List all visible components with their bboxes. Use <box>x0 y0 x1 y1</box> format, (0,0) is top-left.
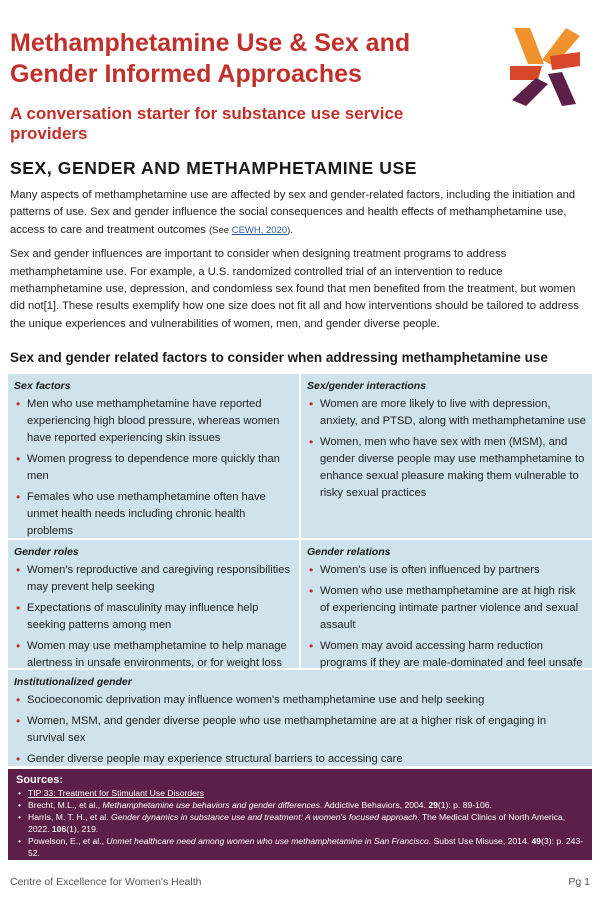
source-text: Brecht, M.L., et al., <box>28 800 103 810</box>
institutionalized-gender-list <box>14 692 586 768</box>
page-title <box>10 28 480 90</box>
source-text: (1), 219. <box>66 824 99 834</box>
source-text: Powelson, E., et al., <box>28 836 107 846</box>
source-item <box>16 787 584 799</box>
source-title-italic: Gender dynamics in substance use and treatment: A women's focused approach <box>110 812 418 822</box>
source-item <box>16 835 584 859</box>
list-item: • Women, MSM, and gender diverse people who use methamphetamine are at a higher risk of engaging in survival sex <box>14 713 586 747</box>
interactions-title: Sex/gender interactions <box>307 380 427 392</box>
source-title-italic: Methamphetamine use behaviors and gender differences <box>102 800 320 810</box>
tip33-link[interactable]: TIP 33: Treatment for Stimulant Use Disorders <box>28 788 205 798</box>
title-line-1: Methamphetamine Use & Sex and <box>10 29 411 57</box>
list-item: • Women, men who have sex with men (MSM), and gender diverse people may use methamphetamine to enhance sexual pleasure making them vulnerable to risky sexual practices <box>307 434 586 502</box>
intro-paragraph-1 <box>10 187 592 239</box>
list-item: • Expectations of masculinity may influence help seeking patterns among men <box>14 600 293 634</box>
factors-heading: Sex and gender related factors to consider when addressing methamphetamine use <box>10 350 548 365</box>
citation-prefix: (See <box>209 224 232 236</box>
source-volume: 29 <box>428 800 438 810</box>
logo-shape-top-left <box>514 28 544 64</box>
source-item <box>16 811 584 835</box>
list-item: • Women who use methamphetamine are at high risk of experiencing intimate partner violence and sexual assault <box>307 583 586 634</box>
factors-row-1 <box>8 374 592 540</box>
sex-factors-cell <box>8 374 299 538</box>
source-item <box>16 799 584 811</box>
sources-box <box>8 769 592 860</box>
cewh-logo-icon <box>510 26 582 106</box>
gender-relations-title: Gender relations <box>307 546 391 558</box>
list-item: • Women's reproductive and caregiving responsibilities may prevent help seeking <box>14 562 293 596</box>
list-item: • Women may use methamphetamine to help manage alertness in unsafe environments, or for weight loss <box>14 638 293 672</box>
list-item: • Gender diverse people may experience structural barriers to accessing care <box>14 751 586 768</box>
intro-text <box>10 187 592 340</box>
cewh-citation-link[interactable]: CEWH, 2020 <box>231 224 288 236</box>
list-item: • Women are more likely to live with depression, anxiety, and PTSD, along with methamphetamine use <box>307 396 586 430</box>
gender-roles-title: Gender roles <box>14 546 79 558</box>
source-title-italic: Unmet healthcare need among women who use methamphetamine in San Francisco <box>106 836 429 846</box>
source-text: Harris, M. T. H., et al. <box>28 812 111 822</box>
source-volume: 106 <box>51 824 67 834</box>
list-item: • Women progress to dependence more quickly than men <box>14 451 293 485</box>
list-item: • Socioeconomic deprivation may influence women's methamphetamine use and help seeking <box>14 692 586 709</box>
section-heading: SEX, GENDER AND METHAMPHETAMINE USE <box>10 158 417 178</box>
intro-paragraph-1-text: Many aspects of methamphetamine use are affected by sex and gender-related factors, including the initiation and patterns of use. Sex and gender influence the social consequences and health effects of methamphetamine use, access to care and treatment outcomes <box>10 189 576 236</box>
title-line-2: Gender Informed Approaches <box>10 60 362 88</box>
footer-org: Centre of Excellence for Women's Health <box>10 876 202 888</box>
factors-row-2 <box>8 540 592 670</box>
gender-relations-cell <box>299 540 592 668</box>
page-subtitle: A conversation starter for substance use service providers <box>10 104 404 143</box>
sex-factors-list <box>14 396 293 540</box>
source-text: (3): p. 243-52. <box>28 836 584 858</box>
source-text: . Addictive Behaviors, 2004. <box>319 800 429 810</box>
gender-relations-list <box>307 562 586 672</box>
list-item: • Women's use is often influenced by partners <box>307 562 586 579</box>
logo-shape-bottom-right <box>548 72 576 106</box>
intro-paragraph-2: Sex and gender influences are important to consider when designing treatment programs to address methamphetamine use. For example, a U.S. randomized controlled trial of an intervention to reduce methamphetamine use, depression, and condomless sex found that men benefited from the treatment, but women did not[1]. These results exemplify how one size does not fit all and how interventions should be tailored to address the unique experiences and vulnerabilities of women, men, and gender diverse people. <box>10 248 579 330</box>
source-text: (1): p. 89-106. <box>437 800 492 810</box>
logo-shape-left <box>510 66 542 80</box>
interactions-list <box>307 396 586 502</box>
institutionalized-gender-title: Institutionalized gender <box>14 676 132 688</box>
factors-table <box>8 374 592 768</box>
source-text: . Subst Use Misuse, 2014. <box>428 836 532 846</box>
institutionalized-gender-cell <box>8 670 592 766</box>
sex-factors-title: Sex factors <box>14 380 71 392</box>
sources-list <box>16 787 584 859</box>
interactions-cell <box>299 374 592 538</box>
source-text: . The Medical Clinics of North America, 2022. <box>28 812 566 834</box>
sources-title: Sources: <box>16 774 64 786</box>
logo-shape-bottom-left <box>512 78 548 106</box>
list-item: • Females who use methamphetamine often have unmet health needs including chronic health problems <box>14 489 293 540</box>
header <box>10 28 480 144</box>
factors-row-3 <box>8 670 592 768</box>
footer-page-number: Pg 1 <box>568 876 590 888</box>
citation-suffix: ). <box>287 224 293 236</box>
gender-roles-cell <box>8 540 299 668</box>
list-item: • Men who use methamphetamine have reported experiencing high blood pressure, whereas women have reported experiencing skin issues <box>14 396 293 447</box>
source-volume: 49 <box>531 836 542 846</box>
gender-roles-list <box>14 562 293 672</box>
citation <box>209 225 293 236</box>
list-item: • Women may avoid accessing harm reduction programs if they are male-dominated and feel unsafe <box>307 638 586 672</box>
